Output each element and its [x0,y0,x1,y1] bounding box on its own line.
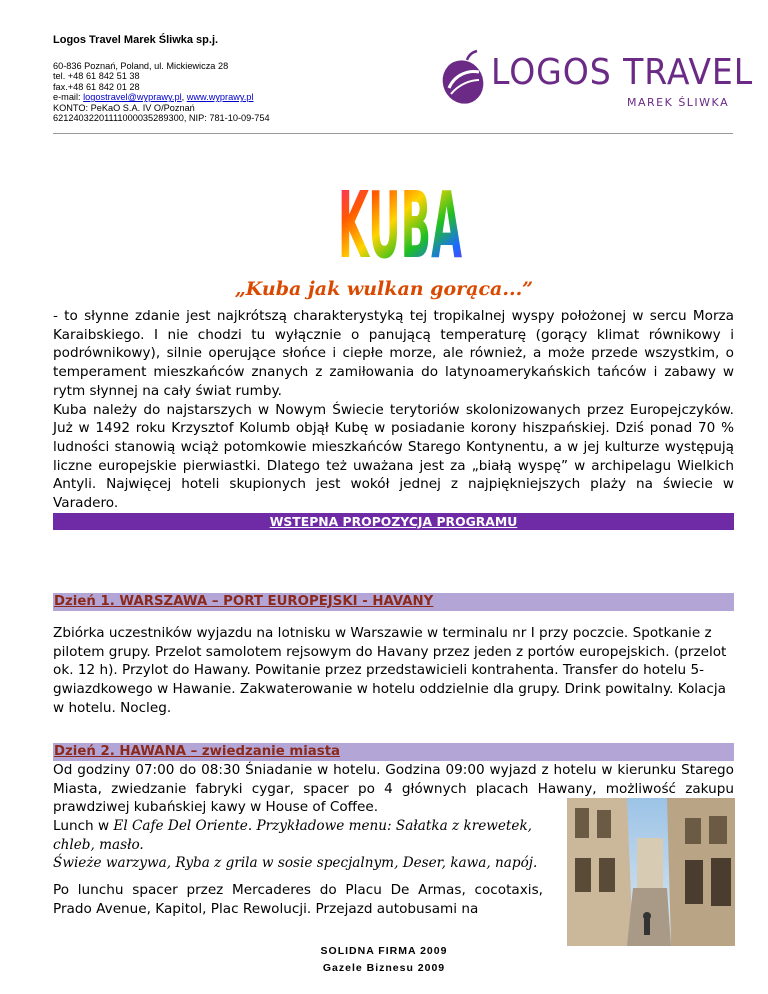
lunch-line-2: Świeże warzywa, Ryba z grila w sosie specjalnym, Deser, kawa, napój. [53,855,538,872]
kuba-wordart-graphic [336,151,464,279]
email-prefix: e-mail: [53,92,84,103]
email-separator: , [181,92,187,103]
logo-name: LOGOS TRAVEL [491,52,754,93]
nip: , NIP: 781-10-09-754 [183,113,270,124]
address: 60-836 Poznań, Poland, ul. Mickiewicza 28 [53,61,229,71]
intro-paragraph-1: - to słynne zdanie jest najkrótszą charakterystyką tej tropikalnej wyspy położonej w sercu Morza Karaibskiego. I nie chodzi tu wyłącznie o panującą temperaturę (gorący klimat równikowy i podrównikowy), silnie operujące słońce i ciepłe morze, ale również, a może przede wszystkim, o temperament mieszkańców znanych z zamiłowania do latynoamerykańskich tańców i zabawy w rytm słynnej na cały świat rumby. [53,308,734,399]
phone: tel. +48 61 842 51 38 [53,71,140,82]
kuba-wordart [336,151,464,279]
intro-text [53,307,734,513]
day2-afternoon [53,881,543,918]
bank-account-line [53,113,270,123]
day2-paragraph: Od godziny 07:00 do 08:30 Śniadanie w hotelu. Godzina 09:00 wyjazd z hotelu w kierunku Starego Miasta, zwiedzanie fabryki cygar, spacer po 4 głównych placach Hawany, możliwość zakupu prawdziwej kubańskiej kawy w House of Coffee. [53,762,734,816]
website-link[interactable]: www.wyprawy.pl [186,92,254,103]
email-line [53,92,270,102]
bank-account-label: KONTO: PeKaO S.A. IV O/Poznań [53,102,195,113]
footer-award-1: SOLIDNA FIRMA 2009 [320,945,448,957]
contact-block [53,61,270,123]
day1-heading [53,593,734,611]
day1-paragraph: Zbiórka uczestników wyjazdu na lotnisku w Warszawie w terminalu nr I przy poczcie. Spotkanie z pilotem grupy. Przelot samolotem rejsowym do Havany przez jeden z portów europejskich. (przelot ok. 12 h). Przylot do Hawany. Powitanie przez przedstawicieli kontrahenta. Transfer do hotelu 5-gwiazdkowego w Hawanie. Zakwaterowanie w hotelu oddzielnie dla grupy. Drink powitalny. Kolacja w hotelu. Nocleg. [53,625,727,716]
lunch-line-1 [53,817,543,854]
day2-heading [53,743,734,761]
day2-afternoon-text: Po lunchu spacer przez Mercaderes do Placu De Armas, cocotaxis, Prado Avenue, Kapitol, Plac Rewolucji. Przejazd autobusami na [53,882,543,917]
company-name: Logos Travel Marek Śliwka sp.j. [53,34,219,46]
email-link[interactable]: logostravel@wyprawy.pl [83,92,182,103]
lunch-prefix: Lunch w [53,818,114,834]
logo-subtitle: MAREK ŚLIWKA [627,96,730,109]
havana-street-photo [567,798,735,946]
day2-title: Dzień 2. HAWANA – zwiedzanie miasta [54,744,341,759]
logos-travel-logo [441,50,754,110]
slogan: „Kuba jak wulkan gorąca...” [234,278,534,300]
bank-account-number: 62124032201111000035289300 [53,113,184,124]
day1-title: Dzień 1. WARSZAWA – PORT EUROPEJSKI - HAVANY [54,594,434,609]
kuba-wordart-text: KUBA [338,172,462,279]
program-heading: WSTEPNA PROPOZYCJA PROGRAMU [53,513,734,530]
havana-street-image [567,798,735,946]
header-divider [53,133,733,134]
day1-text [53,624,734,718]
lunch-venue-menu: El Cafe Del Oriente. Przykładowe menu: Sałatka z krewetek, chleb, masło. [53,818,533,853]
footer-award-2: Gazele Biznesu 2009 [322,962,446,974]
plum-logo-icon [441,50,489,110]
lunch-menu [53,817,543,873]
fax: fax.+48 61 842 01 28 [53,81,140,92]
intro-paragraph-2: Kuba należy do najstarszych w Nowym Świecie terytoriów skolonizowanych przez Europejczyków. Już w 1492 roku Krzysztof Kolumb objął Kubę w posiadanie korony hiszpańskiej. Dziś ponad 70 % ludności stanowią wciąż potomkowie mieszkańców Starego Kontynentu, a w jej kulturze występują liczne europejskie pierwiastki. Dlatego też uważana jest za „białą wyspę” w archipelagu Wielkich Antyli. Najwięcej hoteli skupionych jest wokół jednej z najpiękniejszych plaży na świecie w Varadero. [53,401,734,512]
